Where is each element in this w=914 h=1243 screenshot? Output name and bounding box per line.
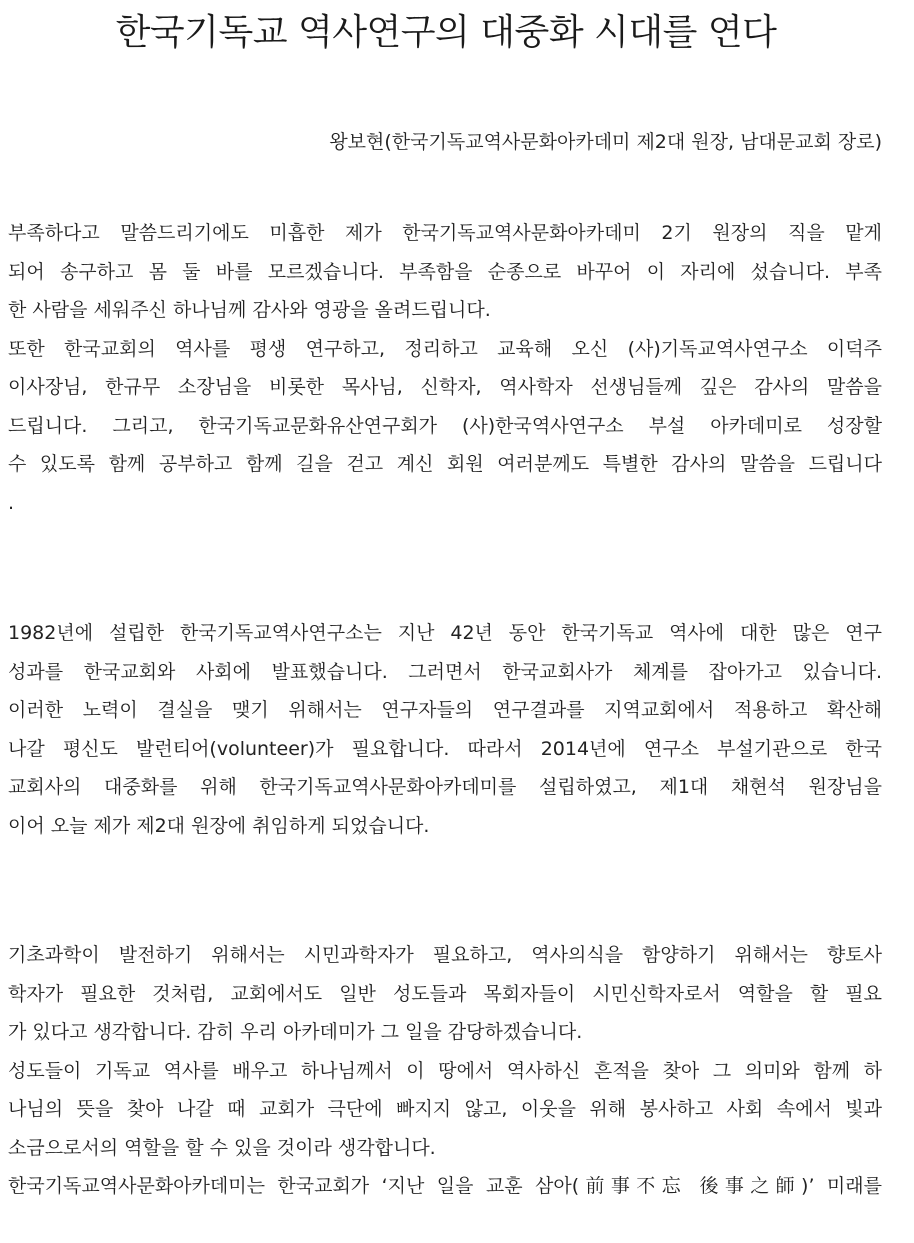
text-line: 이사장님, 한규무 소장님을 비롯한 목사님, 신학자, 역사학자 선생님들께 깊은 감사의 말씀을 [8,376,882,398]
paragraph-greeting [8,214,882,522]
text-line: 소금으로서의 역할을 할 수 있을 것이라 생각합니다. [8,1136,436,1159]
text-line: 가 있다고 생각합니다. 감히 우리 아카데미가 그 일을 감당하겠습니다. [8,1021,583,1043]
document-title: 한국기독교 역사연구의 대중화 시대를 연다 [115,12,777,53]
text-line: 되어 송구하고 몸 둘 바를 모르겠습니다. 부족함을 순종으로 바꾸어 이 자리에 섰습니다. 부족 [8,260,882,283]
text-line: 이어 오늘 제가 제2대 원장에 취임하게 되었습니다. [8,814,430,837]
paragraph-history [8,614,882,845]
text-line: 1982년에 설립한 한국기독교역사연구소는 지난 42년 동안 한국기독교 역사에 대한 많은 연구 [8,622,882,644]
text-line: 한 사람을 세워주신 하나님께 감사와 영광을 올려드립니다. [8,299,491,321]
text-line: 나갈 평신도 발런티어(volunteer)가 필요합니다. 따라서 2014년에 연구소 부설기관으로 한국 [8,737,882,760]
text-line: 부족하다고 말씀드리기에도 미흡한 제가 한국기독교역사문화아카데미 2기 원장의 직을 맡게 [8,222,882,244]
text-line: 수 있도록 함께 공부하고 함께 길을 걷고 계신 회원 여러분께도 특별한 감사의 말씀을 드립니다 [8,453,882,475]
text-line: 성과를 한국교회와 사회에 발표했습니다. 그러면서 한국교회사가 체계를 잡아가고 있습니다. [8,660,882,683]
text-line: . [8,491,15,514]
text-line: 또한 한국교회의 역사를 평생 연구하고, 정리하고 교육해 오신 (사)기독교역사연구소 이덕주 [8,337,882,360]
paragraph-vision [8,936,882,1206]
text-line: 학자가 필요한 것처럼, 교회에서도 일반 성도들과 목회자들이 시민신학자로서 역할을 할 필요 [8,982,882,1005]
author-byline: 왕보현(한국기독교역사문화아카데미 제2대 원장, 남대문교회 장로) [329,131,882,153]
text-line: 교회사의 대중화를 위해 한국기독교역사문화아카데미를 설립하였고, 제1대 채현석 원장님을 [8,776,882,798]
text-line: 한국기독교역사문화아카데미는 한국교회가 ‘지난 일을 교훈 삼아(前事不忘 後事之師)’ 미래를 [8,1175,882,1197]
text-line: 성도들이 기독교 역사를 배우고 하나님께서 이 땅에서 역사하신 흔적을 찾아 그 의미와 함께 하 [8,1059,882,1082]
text-line: 기초과학이 발전하기 위해서는 시민과학자가 필요하고, 역사의식을 함양하기 위해서는 향토사 [8,944,882,966]
text-line: 이러한 노력이 결실을 맺기 위해서는 연구자들의 연구결과를 지역교회에서 적용하고 확산해 [8,699,882,721]
text-line: 드립니다. 그리고, 한국기독교문화유산연구회가 (사)한국역사연구소 부설 아카데미로 성장할 [8,414,882,437]
text-line: 나님의 뜻을 찾아 나갈 때 교회가 극단에 빠지지 않고, 이웃을 위해 봉사하고 사회 속에서 빛과 [8,1098,882,1120]
